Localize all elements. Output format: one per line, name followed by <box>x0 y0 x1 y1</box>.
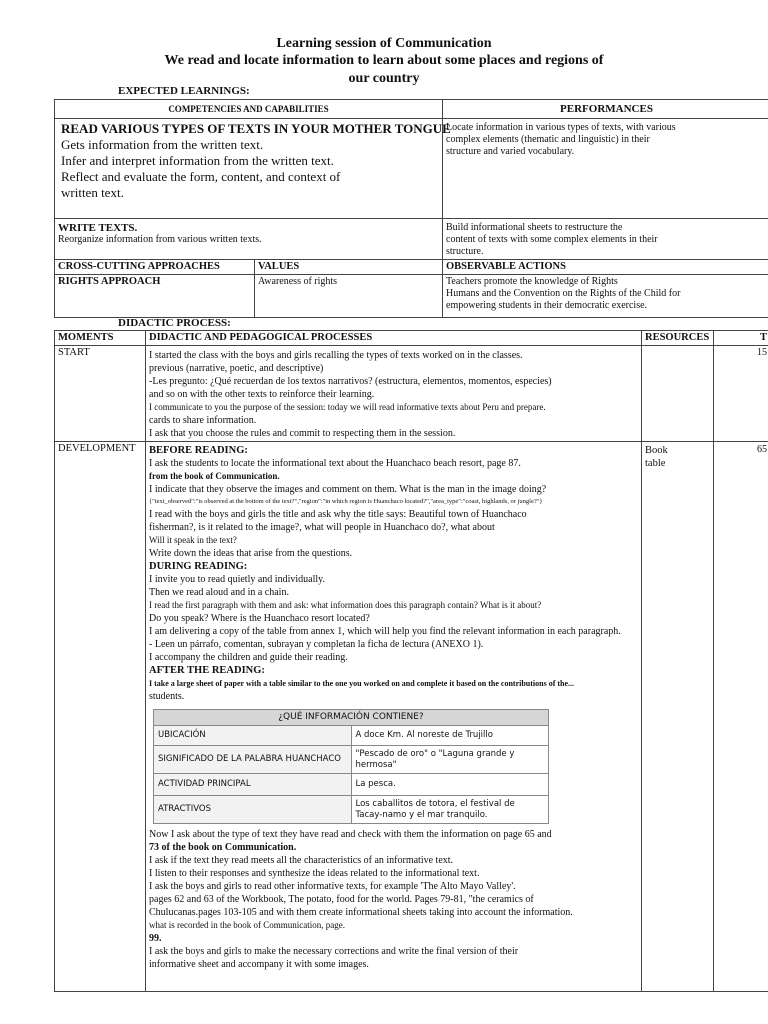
development-line: I invite you to read quietly and individually. <box>149 574 325 585</box>
document-subtitle-line-2: our country <box>348 71 420 86</box>
development-line: Then we read aloud and in a chain. <box>149 587 289 598</box>
development-line: students. <box>149 691 185 702</box>
info-key: ACTIVIDAD PRINCIPAL <box>154 774 352 796</box>
development-line: I accompany the children and guide their reading. <box>149 652 348 663</box>
didactic-process-table <box>54 330 768 992</box>
start-row <box>55 346 768 442</box>
write-capability: Reorganize information from various written texts. <box>58 234 262 245</box>
info-value: La pesca. <box>351 774 549 796</box>
during-reading-heading: DURING READING: <box>149 561 248 572</box>
moment-development: DEVELOPMENT <box>55 442 146 992</box>
before-reading-heading: BEFORE READING: <box>149 445 248 456</box>
development-line: fisherman?, is it related to the image?, what will people in Huanchaco do?, what about <box>149 522 495 533</box>
development-line: I ask the boys and girls to make the necessary corrections and write the final version of their <box>149 946 519 957</box>
development-row <box>55 442 768 992</box>
time-header: T <box>714 331 768 346</box>
development-line: what is recorded in the book of Communication, page. <box>149 920 345 930</box>
rights-approach: RIGHTS APPROACH <box>55 275 255 318</box>
info-key: UBICACIÓN <box>154 726 352 746</box>
document-subtitle-line-1: We read and locate information to learn about some places and regions of <box>164 53 604 68</box>
info-key: ATRACTIVOS <box>154 796 352 824</box>
start-line: cards to share information. <box>149 415 257 426</box>
write-performance-line: content of texts with some complex elements in their <box>446 234 658 245</box>
read-capability-3-cont: written text. <box>61 185 124 200</box>
read-capability-1: Gets information from the written text. <box>61 137 264 152</box>
info-table-image <box>153 709 549 824</box>
moment-start: START <box>55 346 146 442</box>
rights-value: Awareness of rights <box>255 275 443 318</box>
development-line: pages 62 and 63 of the Workbook, The potato, food for the world. Pages 79-81, "the ceramics of <box>149 894 534 905</box>
development-line: from the book of Communication. <box>149 471 280 481</box>
development-line: I listen to their responses and synthesize the ideas related to the informational text. <box>149 868 480 879</box>
start-line: previous (narrative, poetic, and descriptive) <box>149 363 324 374</box>
info-key: SIGNIFICADO DE LA PALABRA HUANCHACO <box>154 746 352 774</box>
observable-action-line: empowering students in their democratic exercise. <box>446 300 648 311</box>
development-line: informative sheet and accompany it with some images. <box>149 959 369 970</box>
start-line: I ask that you choose the rules and commit to respecting them in the session. <box>149 428 456 439</box>
development-line: Write down the ideas that arise from the questions. <box>149 548 353 559</box>
info-table-header: ¿QUÉ INFORMACIÓN CONTIENE? <box>154 710 549 726</box>
read-competency-row <box>55 119 768 219</box>
development-line: I read with the boys and girls the title and ask why the title says: Beautiful town of Huanchaco <box>149 509 527 520</box>
processes-header: DIDACTIC AND PEDAGOGICAL PROCESSES <box>146 331 642 346</box>
development-line: {"text_observed":"is observed at the bottom of the text?","region":"in which region is Huanchaco located?","area_type":"coast, highlands, or jungle?"} <box>149 498 543 505</box>
rights-approach-row <box>55 275 768 318</box>
observable-action-line: Teachers promote the knowledge of Rights <box>446 276 618 287</box>
development-line: I ask if the text they read meets all the characteristics of an informative text. <box>149 855 454 866</box>
development-line: I read the first paragraph with them and ask: what information does this paragraph contain? What is it about? <box>149 600 542 610</box>
read-performance-line: Locate information in various types of texts, with various <box>446 122 676 133</box>
observable-action-line: Humans and the Convention on the Rights of the Child for <box>446 288 681 299</box>
write-performance-line: structure. <box>446 246 484 257</box>
info-value: A doce Km. Al noreste de Trujillo <box>351 726 549 746</box>
development-line: I ask the students to locate the informational text about the Huanchaco beach resort, page 87. <box>149 458 521 469</box>
observable-actions-header: OBSERVABLE ACTIONS <box>443 260 768 275</box>
read-performance-line: complex elements (thematic and linguistic) in their <box>446 134 650 145</box>
start-line: -Les pregunto: ¿Qué recuerdan de los textos narrativos? (estructura, elementos, momentos, especies) <box>149 376 552 387</box>
development-time: 65 <box>714 442 768 992</box>
development-line: Chulucanas.pages 103-105 and with them create informational sheets taking into account the information. <box>149 907 573 918</box>
read-competency-heading: READ VARIOUS TYPES OF TEXTS IN YOUR MOTHER TONGUE <box>61 121 451 136</box>
read-performance-line: structure and varied vocabulary. <box>446 146 575 157</box>
development-line: I take a large sheet of paper with a table similar to the one you worked on and complete it based on the contributions of the... <box>149 679 575 688</box>
info-value: Los caballitos de totora, el festival de Tacay-namo y el mar tranquilo. <box>351 796 549 824</box>
expected-learnings-label: EXPECTED LEARNINGS: <box>118 85 250 97</box>
document-title: Learning session of Communication <box>276 36 492 51</box>
development-line: Now I ask about the type of text they have read and check with them the information on page 65 and <box>149 829 552 840</box>
competencies-header: COMPETENCIES AND CAPABILITIES <box>55 100 443 119</box>
start-time: 15 <box>714 346 768 442</box>
development-line: Will it speak in the text? <box>149 535 237 545</box>
development-line: I ask the boys and girls to read other informative texts, for example 'The Alto Mayo Valley'. <box>149 881 516 892</box>
write-competency-heading: WRITE TEXTS. <box>58 222 138 234</box>
didactic-process-label: DIDACTIC PROCESS: <box>118 317 231 329</box>
competencies-table <box>54 99 768 318</box>
after-reading-heading: AFTER THE READING: <box>149 665 265 676</box>
moments-header: MOMENTS <box>55 331 146 346</box>
values-header: VALUES <box>255 260 443 275</box>
development-line: 99. <box>149 933 162 944</box>
development-line: - Leen un párrafo, comentan, subrayan y completan la ficha de lectura (ANEXO 1). <box>149 639 484 650</box>
write-performance-line: Build informational sheets to restructure the <box>446 222 623 233</box>
development-line: 73 of the book on Communication. <box>149 842 297 853</box>
development-line: I indicate that they observe the images and comment on them. What is the man in the image doing? <box>149 484 547 495</box>
start-line: I communicate to you the purpose of the session: today we will read informative texts about Peru and prepare. <box>149 402 546 412</box>
development-line: Do you speak? Where is the Huanchaco resort located? <box>149 613 370 624</box>
resources-header: RESOURCES <box>642 331 714 346</box>
resource-table: table <box>645 458 666 469</box>
cross-cutting-header: CROSS-CUTTING APPROACHES <box>55 260 255 275</box>
performances-header: PERFORMANCES <box>443 100 768 119</box>
development-line: I am delivering a copy of the table from annex 1, which will help you find the relevant information in each paragraph. <box>149 626 621 637</box>
read-capability-2: Infer and interpret information from the written text. <box>61 153 334 168</box>
info-value: "Pescado de oro" o "Laguna grande y hermosa" <box>351 746 549 774</box>
start-line: and so on with the other texts to reinforce their learning. <box>149 389 375 400</box>
start-line: I started the class with the boys and girls recalling the types of texts worked on in the classes. <box>149 350 523 361</box>
resource-book: Book <box>645 445 668 456</box>
write-competency-row <box>55 219 768 260</box>
read-capability-3: Reflect and evaluate the form, content, and context of <box>61 169 341 184</box>
